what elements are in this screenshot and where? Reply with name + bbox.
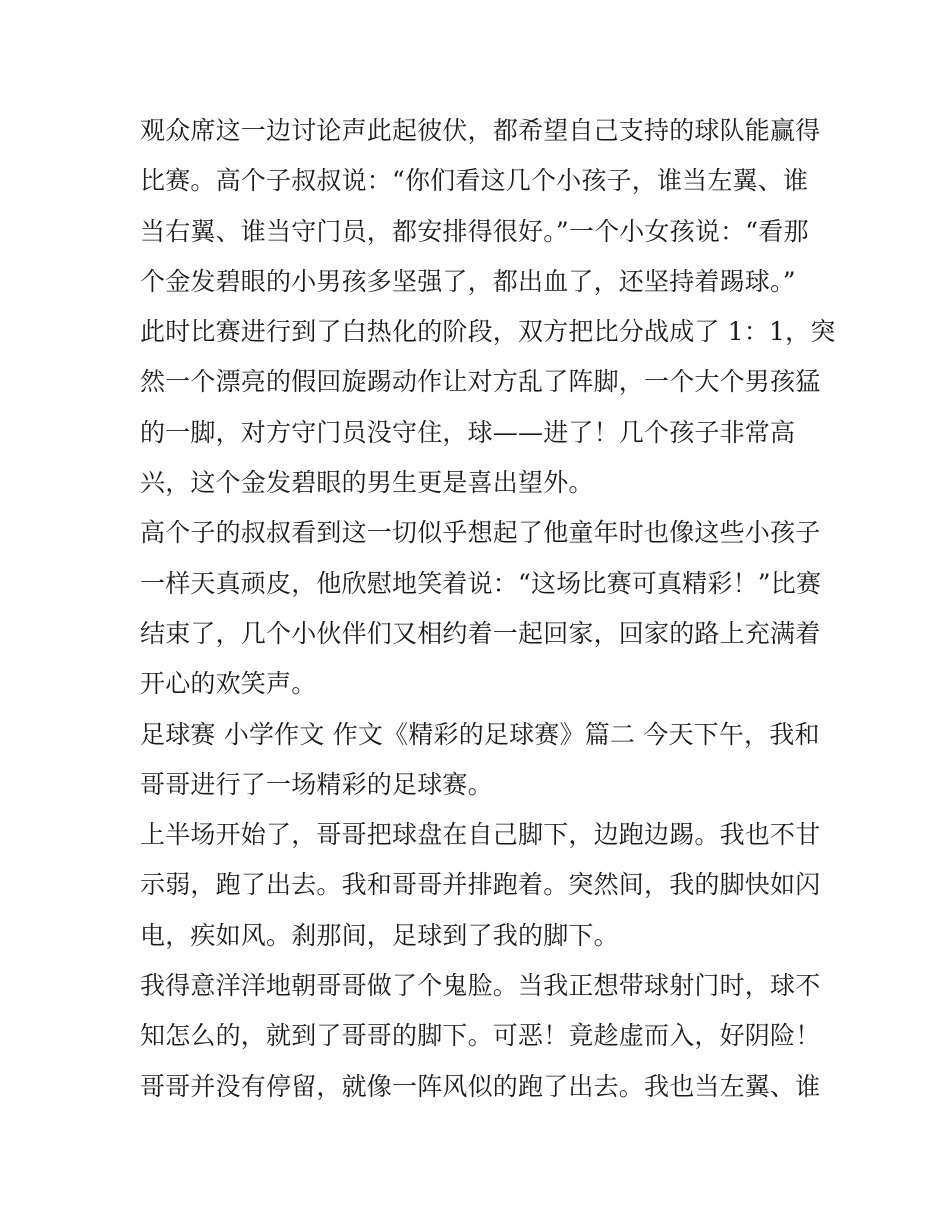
text-line: 比赛。高个子叔叔说：“你们看这几个小孩子，谁当左翼、谁 (140, 166, 809, 196)
text-line: 当右翼、谁当守门员，都安排得很好。”一个小女孩说：“看那 (140, 216, 809, 246)
document-body (140, 106, 836, 1112)
text-line: 上半场开始了，哥哥把球盘在自己脚下，边跑边踢。我也不甘 (140, 820, 821, 850)
text-line: 一样天真顽皮，他欣慰地笑着说：“这场比赛可真精彩！”比赛 (140, 568, 822, 598)
text-line: 个金发碧眼的小男孩多坚强了，都出血了，还坚持着踢球。” (140, 266, 796, 296)
text-line: 的一脚，对方守门员没守住，球——进了！几个孩子非常高 (140, 417, 796, 447)
text-line: 哥哥并没有停留，就像一阵风似的跑了出去。我也当左翼、谁 (140, 1071, 821, 1101)
text-line: 足球赛 小学作文 作文《精彩的足球赛》篇二 今天下午，我和 (140, 719, 820, 749)
text-line: 兴，这个金发碧眼的男生更是喜出望外。 (140, 468, 594, 498)
text-line: 知怎么的，就到了哥哥的脚下。可恶！竟趁虚而入，好阴险！ (140, 1021, 821, 1051)
text-line: 高个子的叔叔看到这一切似乎想起了他童年时也像这些小孩子 (140, 518, 821, 548)
text-line: 开心的欢笑声。 (140, 669, 317, 699)
text-line: 然一个漂亮的假回旋踢动作让对方乱了阵脚，一个大个男孩猛 (140, 367, 821, 397)
text-line: 示弱，跑了出去。我和哥哥并排跑着。突然间，我的脚快如闪 (140, 870, 821, 900)
text-line: 哥哥进行了一场精彩的足球赛。 (140, 769, 493, 799)
text-line: 此时比赛进行到了白热化的阶段，双方把比分战成了 1：1，突 (140, 317, 836, 347)
text-line: 我得意洋洋地朝哥哥做了个鬼脸。当我正想带球射门时，球不 (140, 971, 821, 1001)
text-line: 结束了，几个小伙伴们又相约着一起回家，回家的路上充满着 (140, 618, 821, 648)
text-line: 电，疾如风。刹那间，足球到了我的脚下。 (140, 920, 619, 950)
text-line: 观众席这一边讨论声此起彼伏，都希望自己支持的球队能赢得 (140, 116, 821, 145)
